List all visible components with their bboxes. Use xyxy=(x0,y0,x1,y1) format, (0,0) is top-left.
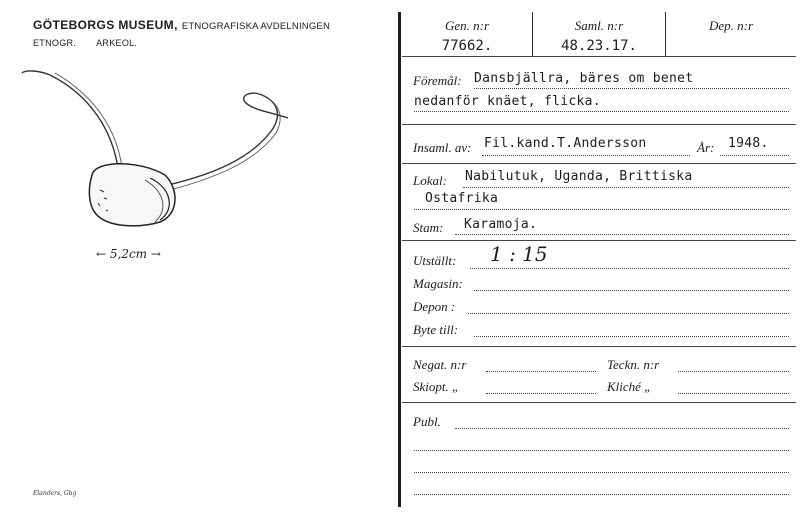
section-rule xyxy=(402,346,796,347)
publ-label: Publ. xyxy=(413,414,441,429)
foremal-line1: Dansbjällra, bäres om benet xyxy=(474,71,694,86)
card-divider xyxy=(398,12,401,507)
byte-label: Byte till: xyxy=(413,322,459,337)
insaml-value: Fil.kand.T.Andersson xyxy=(484,136,647,151)
gen-value: 77662. xyxy=(441,38,493,54)
foremal-line2: nedanför knäet, flicka. xyxy=(414,94,601,109)
museum-name: GÖTEBORGS MUSEUM, xyxy=(33,18,178,32)
bell-drawing xyxy=(0,0,400,300)
ar-dotline xyxy=(720,154,789,156)
skiopt-label: Skiopt. „ xyxy=(413,379,460,394)
saml-label: Saml. n:r xyxy=(574,18,624,33)
insaml-dotline xyxy=(482,154,690,156)
gen-label: Gen. n:r xyxy=(444,18,490,33)
section-rule xyxy=(402,163,796,164)
section-rule xyxy=(402,240,796,241)
insaml-label: Insaml. av: xyxy=(413,140,472,155)
foremal-dotline xyxy=(474,87,789,89)
negat-label: Negat. n:r xyxy=(413,357,467,372)
dep-number-cell xyxy=(666,12,796,56)
lokal-dotline xyxy=(463,186,789,188)
utstallt-value: 1 : 15 xyxy=(490,242,548,266)
publ-dotline xyxy=(414,493,789,495)
foremal-dotline xyxy=(414,110,789,112)
teckn-label: Teckn. n:r xyxy=(607,357,660,372)
depon-label: Depon : xyxy=(413,299,456,314)
lokal-line1: Nabilutuk, Uganda, Brittiska xyxy=(465,169,693,184)
gen-number-cell xyxy=(402,12,532,56)
stam-value: Karamoja. xyxy=(464,217,538,232)
lokal-line2: Ostafrika xyxy=(425,191,499,206)
lokal-label: Lokal: xyxy=(413,173,447,188)
utstallt-label: Utställt: xyxy=(413,253,457,268)
teckn-dotline xyxy=(678,370,789,372)
utstallt-dotline xyxy=(470,267,789,269)
saml-value: 48.23.17. xyxy=(561,38,637,54)
stam-dotline xyxy=(455,233,789,235)
publ-dotline xyxy=(414,471,789,473)
kliche-dotline xyxy=(678,392,789,394)
ar-label: År: xyxy=(697,140,715,155)
category-arkeol: ARKEOL. xyxy=(96,38,138,48)
header-rule xyxy=(402,56,796,57)
printer-mark: Elanders, Gbg xyxy=(33,490,77,497)
department-name: ETNOGRAFISKA AVDELNINGEN xyxy=(181,21,331,32)
magasin-dotline xyxy=(474,289,789,291)
magasin-label: Magasin: xyxy=(413,276,463,291)
skiopt-dotline xyxy=(486,392,596,394)
dep-label: Dep. n:r xyxy=(708,18,754,33)
scale-note: ← 5,2cm → xyxy=(96,247,161,261)
saml-number-cell xyxy=(533,12,665,56)
stam-label: Stam: xyxy=(413,220,444,235)
publ-dotline xyxy=(414,449,789,451)
ar-value: 1948. xyxy=(728,136,769,151)
negat-dotline xyxy=(486,370,596,372)
section-rule xyxy=(402,124,796,125)
depon-dotline xyxy=(468,312,789,314)
publ-dotline xyxy=(455,427,789,429)
category-etnogr: ETNOGR. xyxy=(33,38,77,48)
foremal-label: Föremål: xyxy=(413,73,462,88)
byte-dotline xyxy=(474,335,789,337)
lokal-dotline xyxy=(414,208,789,210)
section-rule xyxy=(402,402,796,403)
kliche-label: Kliché „ xyxy=(607,379,652,394)
